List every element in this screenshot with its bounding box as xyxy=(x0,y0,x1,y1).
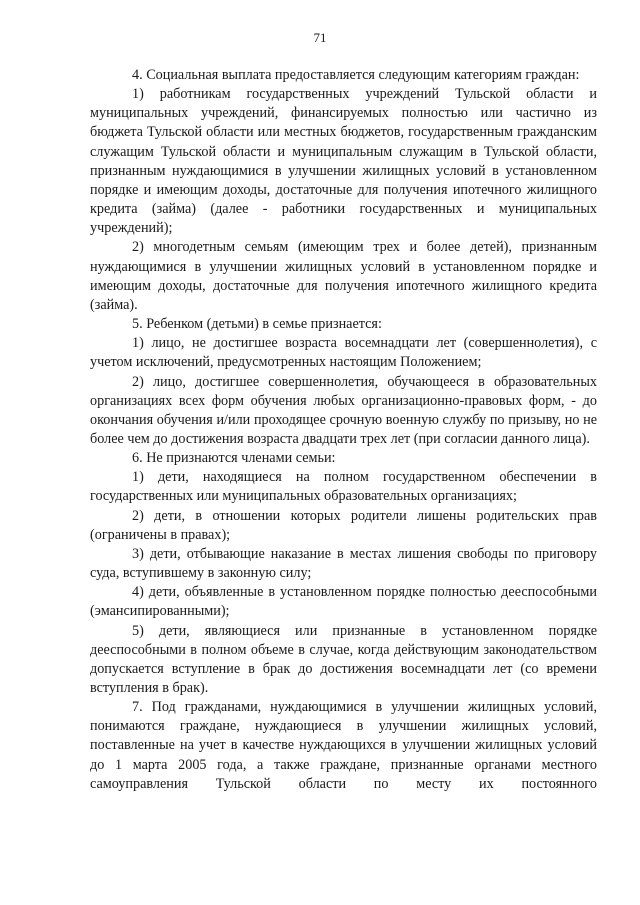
paragraph-7: 7. Под гражданами, нуждающимися в улучшении жилищных условий, понимаются граждане, нуждающиеся в улучшении жилищных условий, поставленные на учет в качестве нуждающихся в улучшении жилищных условий до 1 марта 2005 года, а также граждане, признанные органами местного самоуправления Тульской области по месту их постоянного xyxy=(90,699,597,792)
paragraph-5-item-1: 1) лицо, не достигшее возраста восемнадцати лет (совершеннолетия), с учетом исключений, предусмотренных настоящим Положением; xyxy=(90,335,597,371)
paragraph-6-item-4: 4) дети, объявленные в установленном порядке полностью дееспособными (эмансипированными); xyxy=(90,584,597,620)
paragraph-4-item-2: 2) многодетным семьям (имеющим трех и более детей), признанным нуждающимися в улучшении жилищных условий в установленном порядке и имеющим доходы, достаточные для получения ипотечного жилищного кредита (займа). xyxy=(90,239,597,313)
paragraph-6-item-3: 3) дети, отбывающие наказание в местах лишения свободы по приговору суда, вступившему в законную силу; xyxy=(90,545,597,582)
paragraph-6-item-5: 5) дети, являющиеся или признанные в установленном порядке дееспособными в полном объеме в случае, когда действующим законодательством допускается вступление в брак до достижения восемнадцати лет (со времени вступления в брак). xyxy=(90,622,597,696)
paragraph-5-item-2: 2) лицо, достигшее совершеннолетия, обучающееся в образовательных организациях всех форм обучения любых организационно-правовых форм, - до окончания обучения и/или проходящее срочную военную службу по призыву, но не более чем до достижения возраста двадцати трех лет (при согласии данного лица). xyxy=(90,373,597,447)
document-body xyxy=(90,66,597,794)
paragraph-5: 5. Ребенком (детьми) в семье признается: xyxy=(132,316,382,333)
paragraph-4: 4. Социальная выплата предоставляется следующим категориям граждан: xyxy=(132,67,580,83)
paragraph-6-item-2: 2) дети, в отношении которых родители лишены родительских прав (ограничены в правах); xyxy=(90,507,597,543)
page-number: 71 xyxy=(313,30,327,45)
paragraph-6: 6. Не признаются членами семьи: xyxy=(132,450,336,467)
paragraph-4-item-1: 1) работникам государственных учреждений Тульской области и муниципальных учреждений, финансируемых полностью или частично из бюджета Тульской области или местных бюджетов, государственным гражданским служащим Тульской области и муниципальным служащим в Тульской области, признанным нуждающимися в улучшении жилищных условий в установленном порядке и имеющим доходы, достаточные для получения ипотечного жилищного кредита (займа) (далее - работники государственных и муниципальных учреждений); xyxy=(90,86,597,237)
paragraph-6-item-1: 1) дети, находящиеся на полном государственном обеспечении в государственных или муниципальных образовательных организациях; xyxy=(90,469,597,505)
